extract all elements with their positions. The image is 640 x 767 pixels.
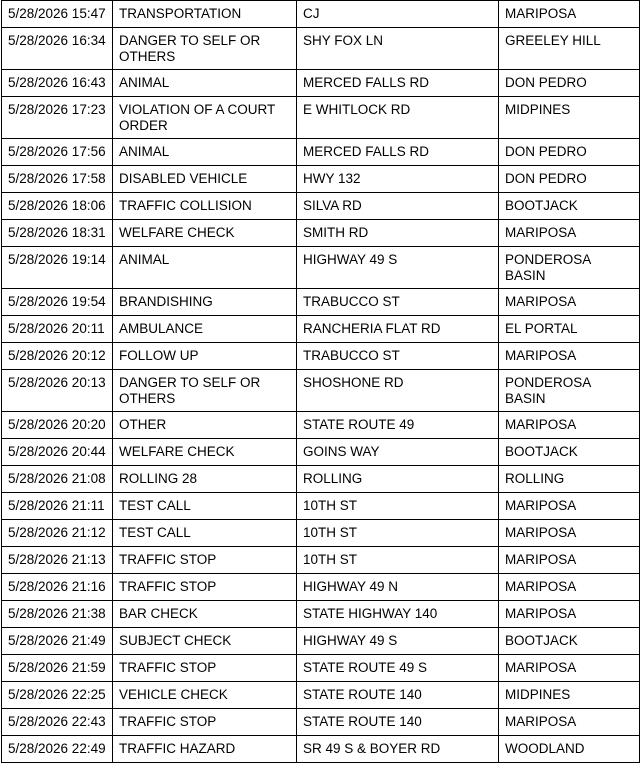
datetime-cell: 5/28/2026 22:49: [2, 736, 113, 763]
incident-type-cell: TRAFFIC COLLISION: [113, 193, 297, 220]
incident-type-cell: ANIMAL: [113, 139, 297, 166]
datetime-cell: 5/28/2026 17:58: [2, 166, 113, 193]
incident-type-cell: BRANDISHING: [113, 289, 297, 316]
incident-type-cell: VIOLATION OF A COURT ORDER: [113, 97, 297, 139]
address-cell: 10TH ST: [297, 547, 499, 574]
datetime-cell: 5/28/2026 17:23: [2, 97, 113, 139]
area-cell: MARIPOSA: [499, 709, 640, 736]
incident-type-cell: AMBULANCE: [113, 316, 297, 343]
address-cell: SR 49 S & BOYER RD: [297, 736, 499, 763]
address-cell: STATE ROUTE 49: [297, 412, 499, 439]
area-cell: MIDPINES: [499, 682, 640, 709]
table-row: [2, 370, 640, 412]
datetime-cell: 5/28/2026 21:16: [2, 574, 113, 601]
address-cell: 10TH ST: [297, 520, 499, 547]
address-cell: GOINS WAY: [297, 439, 499, 466]
address-cell: E WHITLOCK RD: [297, 97, 499, 139]
area-cell: ROLLING: [499, 466, 640, 493]
address-cell: TRABUCCO ST: [297, 289, 499, 316]
incident-type-cell: DANGER TO SELF OR OTHERS: [113, 370, 297, 412]
table-row: [2, 166, 640, 193]
datetime-cell: 5/28/2026 19:14: [2, 247, 113, 289]
datetime-cell: 5/28/2026 20:20: [2, 412, 113, 439]
area-cell: MARIPOSA: [499, 655, 640, 682]
table-row: [2, 316, 640, 343]
table-row: [2, 547, 640, 574]
table-row: [2, 343, 640, 370]
area-cell: BOOTJACK: [499, 193, 640, 220]
datetime-cell: 5/28/2026 16:43: [2, 70, 113, 97]
incident-type-cell: TRAFFIC STOP: [113, 547, 297, 574]
incident-type-cell: SUBJECT CHECK: [113, 628, 297, 655]
call-log-table: [1, 0, 640, 763]
incident-type-cell: BAR CHECK: [113, 601, 297, 628]
area-cell: MIDPINES: [499, 97, 640, 139]
table-row: [2, 220, 640, 247]
address-cell: HIGHWAY 49 S: [297, 628, 499, 655]
incident-type-cell: TRAFFIC STOP: [113, 709, 297, 736]
table-row: [2, 247, 640, 289]
incident-type-cell: FOLLOW UP: [113, 343, 297, 370]
datetime-cell: 5/28/2026 21:38: [2, 601, 113, 628]
area-cell: WOODLAND: [499, 736, 640, 763]
area-cell: PONDEROSA BASIN: [499, 370, 640, 412]
address-cell: STATE ROUTE 140: [297, 682, 499, 709]
datetime-cell: 5/28/2026 18:31: [2, 220, 113, 247]
address-cell: SMITH RD: [297, 220, 499, 247]
datetime-cell: 5/28/2026 22:25: [2, 682, 113, 709]
area-cell: MARIPOSA: [499, 220, 640, 247]
address-cell: 10TH ST: [297, 493, 499, 520]
table-row: [2, 709, 640, 736]
datetime-cell: 5/28/2026 16:34: [2, 28, 113, 70]
area-cell: MARIPOSA: [499, 412, 640, 439]
incident-type-cell: TEST CALL: [113, 520, 297, 547]
table-row: [2, 628, 640, 655]
table-row: [2, 439, 640, 466]
incident-type-cell: DISABLED VEHICLE: [113, 166, 297, 193]
datetime-cell: 5/28/2026 21:13: [2, 547, 113, 574]
incident-type-cell: ANIMAL: [113, 247, 297, 289]
table-row: [2, 97, 640, 139]
address-cell: MERCED FALLS RD: [297, 70, 499, 97]
address-cell: SHOSHONE RD: [297, 370, 499, 412]
datetime-cell: 5/28/2026 17:56: [2, 139, 113, 166]
address-cell: TRABUCCO ST: [297, 343, 499, 370]
address-cell: ROLLING: [297, 466, 499, 493]
address-cell: RANCHERIA FLAT RD: [297, 316, 499, 343]
call-log-body: [2, 1, 640, 763]
area-cell: BOOTJACK: [499, 439, 640, 466]
address-cell: STATE ROUTE 49 S: [297, 655, 499, 682]
datetime-cell: 5/28/2026 18:06: [2, 193, 113, 220]
table-row: [2, 289, 640, 316]
datetime-cell: 5/28/2026 20:13: [2, 370, 113, 412]
datetime-cell: 5/28/2026 21:49: [2, 628, 113, 655]
area-cell: GREELEY HILL: [499, 28, 640, 70]
area-cell: MARIPOSA: [499, 547, 640, 574]
address-cell: MERCED FALLS RD: [297, 139, 499, 166]
area-cell: EL PORTAL: [499, 316, 640, 343]
table-row: [2, 520, 640, 547]
table-row: [2, 655, 640, 682]
datetime-cell: 5/28/2026 20:11: [2, 316, 113, 343]
area-cell: DON PEDRO: [499, 70, 640, 97]
area-cell: MARIPOSA: [499, 289, 640, 316]
datetime-cell: 5/28/2026 21:08: [2, 466, 113, 493]
datetime-cell: 5/28/2026 21:12: [2, 520, 113, 547]
area-cell: MARIPOSA: [499, 601, 640, 628]
area-cell: DON PEDRO: [499, 139, 640, 166]
area-cell: MARIPOSA: [499, 343, 640, 370]
address-cell: SHY FOX LN: [297, 28, 499, 70]
datetime-cell: 5/28/2026 20:44: [2, 439, 113, 466]
address-cell: HWY 132: [297, 166, 499, 193]
address-cell: HIGHWAY 49 N: [297, 574, 499, 601]
area-cell: MARIPOSA: [499, 520, 640, 547]
table-row: [2, 139, 640, 166]
datetime-cell: 5/28/2026 22:43: [2, 709, 113, 736]
table-row: [2, 1, 640, 28]
table-row: [2, 28, 640, 70]
area-cell: MARIPOSA: [499, 574, 640, 601]
datetime-cell: 5/28/2026 21:59: [2, 655, 113, 682]
table-row: [2, 574, 640, 601]
datetime-cell: 5/28/2026 20:12: [2, 343, 113, 370]
incident-type-cell: TRAFFIC STOP: [113, 574, 297, 601]
incident-type-cell: TRAFFIC STOP: [113, 655, 297, 682]
incident-type-cell: TRANSPORTATION: [113, 1, 297, 28]
table-row: [2, 736, 640, 763]
incident-type-cell: ROLLING 28: [113, 466, 297, 493]
incident-type-cell: ANIMAL: [113, 70, 297, 97]
table-row: [2, 682, 640, 709]
table-row: [2, 193, 640, 220]
datetime-cell: 5/28/2026 19:54: [2, 289, 113, 316]
table-row: [2, 466, 640, 493]
incident-type-cell: WELFARE CHECK: [113, 220, 297, 247]
area-cell: MARIPOSA: [499, 493, 640, 520]
table-row: [2, 412, 640, 439]
area-cell: BOOTJACK: [499, 628, 640, 655]
table-row: [2, 70, 640, 97]
area-cell: DON PEDRO: [499, 166, 640, 193]
table-row: [2, 601, 640, 628]
table-row: [2, 493, 640, 520]
area-cell: MARIPOSA: [499, 1, 640, 28]
datetime-cell: 5/28/2026 21:11: [2, 493, 113, 520]
incident-type-cell: OTHER: [113, 412, 297, 439]
incident-type-cell: TEST CALL: [113, 493, 297, 520]
incident-type-cell: TRAFFIC HAZARD: [113, 736, 297, 763]
address-cell: STATE HIGHWAY 140: [297, 601, 499, 628]
address-cell: HIGHWAY 49 S: [297, 247, 499, 289]
incident-type-cell: DANGER TO SELF OR OTHERS: [113, 28, 297, 70]
incident-type-cell: VEHICLE CHECK: [113, 682, 297, 709]
address-cell: SILVA RD: [297, 193, 499, 220]
area-cell: PONDEROSA BASIN: [499, 247, 640, 289]
datetime-cell: 5/28/2026 15:47: [2, 1, 113, 28]
incident-type-cell: WELFARE CHECK: [113, 439, 297, 466]
address-cell: CJ: [297, 1, 499, 28]
address-cell: STATE ROUTE 140: [297, 709, 499, 736]
